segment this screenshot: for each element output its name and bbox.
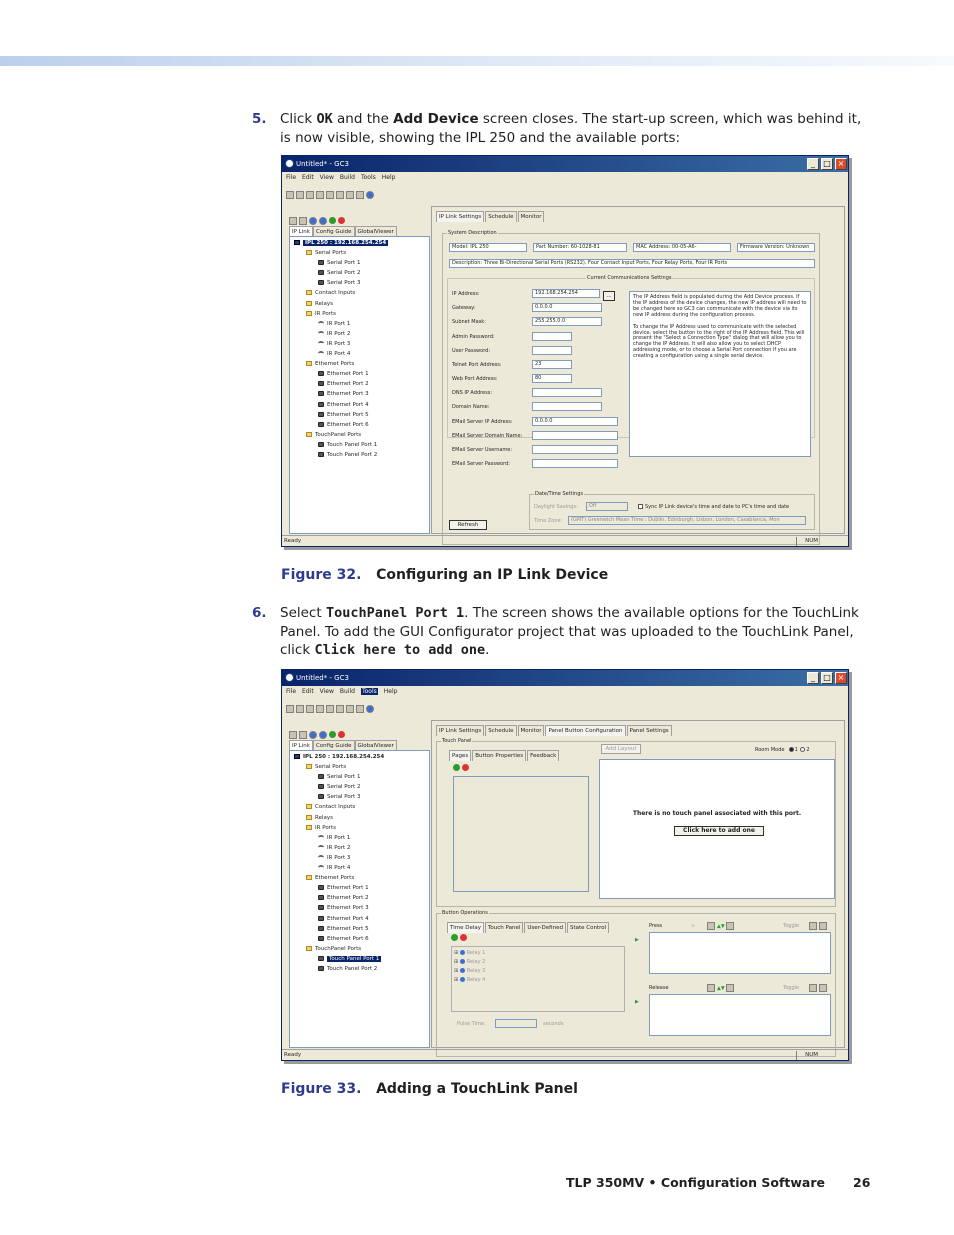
tab-config-guide[interactable]: Config Guide	[313, 740, 355, 751]
menu-edit[interactable]: Edit	[302, 174, 314, 181]
folder-icon	[306, 290, 312, 295]
ir-emitter-icon	[318, 331, 324, 336]
menu-help[interactable]: Help	[383, 688, 398, 695]
timezone-select[interactable]: (GMT) Greenwich Mean Time : Dublin, Edinburgh, Lisbon, London, Casablanca, Mon	[568, 516, 806, 525]
tree-item[interactable]: Ethernet Port 1	[290, 369, 429, 379]
close-button[interactable]: ×	[835, 672, 847, 684]
touch-panel-group: Touch Panel Pages Button Properties Feedback Add Layout Room Mode 1 2 There is no touch panel associated with this port. Click here to add one	[436, 741, 836, 907]
tab-globalviewer[interactable]: GlobalViewer	[355, 226, 397, 237]
left-panel	[285, 718, 426, 1048]
save-icon[interactable]	[306, 191, 314, 199]
pages-toolbar	[453, 764, 471, 772]
copy-icon[interactable]	[326, 191, 334, 199]
field-label: EMail Server IP Address:	[452, 419, 513, 425]
step-number: 5.	[252, 111, 267, 127]
field-label: Admin Password:	[452, 334, 495, 340]
release-list[interactable]	[649, 994, 831, 1036]
ir-icon[interactable]	[707, 984, 715, 992]
menu-view[interactable]: View	[319, 688, 334, 695]
press-list[interactable]	[649, 932, 831, 974]
sync-checkbox[interactable]: Sync IP Link device's time and date to PC's time and date	[638, 503, 789, 511]
tree-item[interactable]: Touch Panel Port 1	[290, 440, 429, 450]
remove-op-icon[interactable]	[460, 934, 467, 941]
tree-item[interactable]: Serial Port 3	[290, 792, 429, 802]
relay-icon	[460, 977, 465, 982]
menu-view[interactable]: View	[319, 174, 334, 181]
move-down-icon[interactable]	[309, 217, 317, 225]
add-device-term: Add Device	[393, 111, 479, 127]
step-text: Select TouchPanel Port 1. The screen shows the available options for the TouchLink Panel. To add the GUI Configurator project that was uploaded to the TouchLink Panel, click Click here to add one.	[280, 605, 859, 658]
copy-icon[interactable]	[326, 705, 334, 713]
upload-icon[interactable]	[356, 191, 364, 199]
tree-item[interactable]: Serial Port 1	[290, 772, 429, 782]
tree-item[interactable]: Ethernet Port 3	[290, 903, 429, 913]
tree-item[interactable]: Ethernet Port 2	[290, 893, 429, 903]
menu-bar	[282, 172, 401, 184]
description-field: Description: Three Bi-Directional Serial Ports (RS232), Four Contact Input Ports, Four Relay Ports, Four IR Ports	[449, 259, 815, 268]
add-icon[interactable]	[329, 731, 336, 738]
paste-icon[interactable]	[336, 705, 344, 713]
tree-item[interactable]: Ethernet Port 3	[290, 389, 429, 399]
field-label: Subnet Mask:	[452, 319, 486, 325]
field-input[interactable]	[532, 346, 572, 355]
tab-ip-link[interactable]: IP Link	[289, 226, 313, 237]
right-panel	[431, 206, 845, 534]
close-button[interactable]: ×	[835, 158, 847, 170]
add-op-icon[interactable]	[451, 934, 458, 941]
no-panel-message: There is no touch panel associated with this port.	[632, 810, 802, 817]
press-toolbar: ▲▼	[707, 922, 736, 931]
tree-item[interactable]: IPL 250 : 192.168.254.254	[290, 752, 429, 762]
toggle-1-icon[interactable]	[809, 922, 817, 930]
relay-icon	[460, 968, 465, 973]
open-icon[interactable]	[296, 191, 304, 199]
field-input[interactable]: 255.255.0.0	[532, 317, 602, 326]
seconds-label: seconds	[543, 1021, 564, 1027]
room-mode-2-radio[interactable]	[800, 747, 805, 752]
pulse-time-label: Pulse Time:	[457, 1021, 486, 1027]
folder-icon	[306, 815, 312, 820]
release-arrow-icon: ▶	[635, 999, 639, 1005]
panel-preview	[599, 759, 835, 899]
system-description-group: System Description Model: IPL 250 Part Number: 60-1028-81 MAC Address: 00-05-A6- Firmware Version: Unknown Description: Three Bi-Directional Serial Ports (RS232), Four Contact Input Ports, Four Relay Ports, Four IR Ports Current Communications Settings IP Address: 192.168.254.254 Gateway: 0.0.0.0 Subnet Mask: 255.255.0.0 Admin Password: User Password: Telnet Port Address: 23 Web Port Address: 80 DNS IP Address: Domain Name: EMail Server IP Address: 0.0.0.0 EMail Server Domain Name: EMail Server Username: EMail Server Password: ... The IP Address field is populated during the Add Device process. If the IP address of the device changes, the new IP address will need to be changed here so GC3 can communicate with the device via its new IP address during the configuration process. To change the IP Address used to communicate with the selected device, select the button to the right of the IP Address field. This will present the "Select a Connection Type" dialog that will allow you to change the IP Address. It will also allow you to select DHCP addressing mode, or to choose a Serial Port connection if you are creating a configuration using a single serial device. Date/Time Settings Daylight Savings: Off Sync IP Link device's time and date to PC's time and date Time Zone: (GMT) Greenwich Mean Time : Dublin, Edinburgh, Lisbon, London, Casablanca, Mon Refresh	[442, 233, 820, 545]
menu-edit[interactable]: Edit	[302, 688, 314, 695]
ip-help-note: The IP Address field is populated during the Add Device process. If the IP address of the device changes, the new IP address will need to be changed here so GC3 can communicate with the device via its new IP address during the configuration process. To change the IP Address used to communicate with the selected device, select the button to the right of the IP Address field. This will present the "Select a Connection Type" dialog that will allow you to change the IP Address. It will also allow you to select DHCP addressing mode, or to choose a Serial Port connection if you are creating a configuration using a single serial device.	[629, 291, 811, 457]
relay-item[interactable]: ⊞ Relay 4	[454, 977, 486, 983]
toolbar	[282, 698, 376, 710]
device-icon	[294, 240, 300, 245]
help-icon[interactable]	[366, 705, 374, 713]
port-icon	[318, 422, 324, 427]
field-input[interactable]	[532, 388, 602, 397]
minimize-button[interactable]: _	[807, 672, 819, 684]
tree-item[interactable]: Serial Ports	[290, 762, 429, 772]
remove-page-icon[interactable]	[462, 764, 469, 771]
tree-item[interactable]: Contact Inputs	[290, 802, 429, 812]
operation-tabs	[447, 922, 610, 932]
gc3-window-touch-panel	[281, 669, 849, 1061]
add-device-icon[interactable]	[289, 217, 297, 225]
tab-ip-link[interactable]: IP Link	[289, 740, 313, 751]
ir-icon[interactable]	[707, 922, 715, 930]
ops-toolbar	[451, 934, 469, 942]
port-icon	[318, 956, 324, 961]
folder-icon	[306, 250, 312, 255]
tab-touch-panel[interactable]: Touch Panel	[485, 922, 523, 933]
tree-item[interactable]: Touch Panel Port 1	[290, 954, 429, 964]
figure-32-caption: Figure 32. Configuring an IP Link Device	[281, 567, 609, 583]
field-label: EMail Server Domain Name:	[452, 433, 523, 439]
tab-feedback[interactable]: Feedback	[527, 750, 559, 761]
tree-item[interactable]: IR Port 2	[290, 843, 429, 853]
tree-toolbar	[289, 724, 347, 734]
tree-item[interactable]: Ethernet Port 2	[290, 379, 429, 389]
left-tabs	[289, 740, 397, 750]
port-icon	[318, 270, 324, 275]
tree-item[interactable]: Serial Port 2	[290, 268, 429, 278]
port-icon	[318, 452, 324, 457]
tab-globalviewer[interactable]: GlobalViewer	[355, 740, 397, 751]
tab-user-defined[interactable]: User-Defined	[524, 922, 566, 933]
add-icon[interactable]	[329, 217, 336, 224]
tree-item[interactable]: IPL 250 : 192.168.254.254	[290, 238, 429, 248]
field-label: DNS IP Address:	[452, 390, 493, 396]
remove-icon[interactable]	[338, 731, 345, 738]
tree-item[interactable]: Ethernet Port 4	[290, 914, 429, 924]
toggle-1-icon[interactable]	[809, 984, 817, 992]
port-icon	[318, 905, 324, 910]
toolbar	[282, 184, 376, 196]
cut-icon[interactable]	[316, 705, 324, 713]
tree-item[interactable]: IR Port 2	[290, 329, 429, 339]
release-toggle-boxes	[809, 984, 829, 993]
left-tabs	[289, 226, 397, 236]
press-arrow-icon: ▶	[635, 937, 639, 943]
firmware-field: Firmware Version: Unknown	[737, 243, 815, 252]
folder-icon	[306, 432, 312, 437]
tree-item[interactable]: IR Port 4	[290, 349, 429, 359]
menu-tools[interactable]: Tools	[360, 174, 376, 181]
remove-device-icon[interactable]	[299, 217, 307, 225]
tree-item[interactable]: IR Port 3	[290, 339, 429, 349]
tree-item[interactable]: Touch Panel Port 2	[290, 964, 429, 974]
menu-bar	[282, 686, 403, 698]
folder-icon	[306, 946, 312, 951]
press-toggle[interactable]: Toggle	[783, 923, 800, 929]
model-field: Model: IPL 250	[449, 243, 527, 252]
header-gradient-bar	[0, 56, 954, 66]
toggle-2-icon[interactable]	[819, 922, 827, 930]
build-icon[interactable]	[346, 191, 354, 199]
delete-icon[interactable]	[726, 984, 734, 992]
tab-time-delay[interactable]: Time Delay	[447, 922, 484, 933]
help-icon[interactable]	[366, 191, 374, 199]
tree-item[interactable]: Ethernet Ports	[290, 359, 429, 369]
tree-item[interactable]: IR Port 3	[290, 853, 429, 863]
tab-schedule[interactable]: Schedule	[485, 725, 516, 736]
upload-icon[interactable]	[356, 705, 364, 713]
left-panel	[285, 204, 426, 534]
folder-icon	[306, 804, 312, 809]
comm-settings-group: Current Communications Settings IP Address: 192.168.254.254 Gateway: 0.0.0.0 Subnet Mask: 255.255.0.0 Admin Password: User Password: Telnet Port Address: 23 Web Port Address: 80 DNS IP Address: Domain Name: EMail Server IP Address: 0.0.0.0 EMail Server Domain Name: EMail Server Username: EMail Server Password: ... The IP Address field is populated during the Add Device process. If the IP address of the device changes, the new IP address will need to be changed here so GC3 can communicate with the device via its new IP address during the configuration process. To change the IP Address used to communicate with the selected device, select the button to the right of the IP Address field. This will present the "Select a Connection Type" dialog that will allow you to change the IP Address. It will also allow you to select DHCP addressing mode, or to choose a Serial Port connection if you are creating a configuration using a single serial device.	[447, 278, 815, 438]
step-text: Click OK and the Add Device screen closes. The start-up screen, which was behind it, is now visible, showing the IPL 250 and the available ports:	[280, 111, 862, 146]
port-icon	[318, 442, 324, 447]
field-input[interactable]	[532, 445, 618, 454]
tree-item[interactable]: Ethernet Port 1	[290, 883, 429, 893]
tab-config-guide[interactable]: Config Guide	[313, 226, 355, 237]
folder-icon	[306, 825, 312, 830]
cut-icon[interactable]	[316, 191, 324, 199]
room-mode-1-radio[interactable]	[789, 747, 794, 752]
relay-item[interactable]: ⊞ Relay 1	[454, 950, 486, 956]
footer-doc-title: TLP 350MV • Configuration Software	[566, 1175, 826, 1190]
port-icon	[318, 280, 324, 285]
field-input[interactable]	[532, 402, 602, 411]
delete-icon[interactable]	[726, 922, 734, 930]
paste-icon[interactable]	[336, 191, 344, 199]
menu-file[interactable]: File	[286, 688, 297, 695]
port-icon	[318, 784, 324, 789]
port-icon	[318, 412, 324, 417]
tab-monitor[interactable]: Monitor	[518, 725, 545, 736]
tree-item[interactable]: TouchPanel Ports	[290, 430, 429, 440]
daylight-select[interactable]: Off	[586, 502, 628, 511]
tree-item[interactable]: Relays	[290, 299, 429, 309]
add-layout-button[interactable]: Add Layout	[601, 744, 641, 754]
tab-schedule[interactable]: Schedule	[485, 211, 516, 222]
tree-item[interactable]: Serial Ports	[290, 248, 429, 258]
tree-item[interactable]: Serial Port 1	[290, 258, 429, 268]
port-icon	[318, 936, 324, 941]
menu-file[interactable]: File	[286, 174, 297, 181]
click-here-term: Click here to add one	[314, 642, 486, 658]
tree-item[interactable]: TouchPanel Ports	[290, 944, 429, 954]
release-toggle[interactable]: Toggle	[783, 985, 800, 991]
app-icon	[285, 673, 294, 682]
field-label: Domain Name:	[452, 404, 490, 410]
move-up-icon[interactable]	[319, 731, 327, 739]
port-icon	[318, 926, 324, 931]
port-icon	[318, 966, 324, 971]
device-icon	[294, 754, 300, 759]
field-label: IP Address:	[452, 291, 480, 297]
tree-item[interactable]: Ethernet Port 5	[290, 410, 429, 420]
tree-item[interactable]: Ethernet Port 6	[290, 420, 429, 430]
timezone-label: Time Zone:	[534, 518, 563, 524]
tab-pages[interactable]: Pages	[449, 750, 471, 761]
mac-address-field: MAC Address: 00-05-A6-	[633, 243, 731, 252]
relay-item[interactable]: ⊞ Relay 3	[454, 968, 486, 974]
press-toggle-boxes	[809, 922, 829, 931]
room-mode: Room Mode 1 2	[755, 747, 810, 753]
field-input[interactable]	[532, 431, 618, 440]
field-input[interactable]: 23	[532, 360, 572, 369]
menu-tools[interactable]: Tools	[361, 688, 377, 695]
port-icon	[318, 260, 324, 265]
field-input[interactable]: 80	[532, 374, 572, 383]
add-device-icon[interactable]	[289, 731, 297, 739]
ir-emitter-icon	[318, 351, 324, 356]
relay-item[interactable]: ⊞ Relay 2	[454, 959, 486, 965]
status-bar: Ready NUM	[282, 1049, 848, 1060]
new-icon[interactable]	[286, 191, 294, 199]
tree-item[interactable]: Serial Port 3	[290, 278, 429, 288]
tab-state-control[interactable]: State Control	[567, 922, 609, 933]
pages-list[interactable]	[453, 776, 589, 892]
tab-monitor[interactable]: Monitor	[518, 211, 545, 222]
title-bar: Untitled* - GC3 _ □ ×	[282, 670, 848, 686]
move-up-icon[interactable]	[319, 217, 327, 225]
toggle-2-icon[interactable]	[819, 984, 827, 992]
tree-item[interactable]: Relays	[290, 813, 429, 823]
relay-icon	[460, 959, 465, 964]
menu-build[interactable]: Build	[339, 174, 355, 181]
menu-help[interactable]: Help	[381, 174, 396, 181]
tab-panel-settings[interactable]: Panel Settings	[627, 725, 672, 736]
maximize-button[interactable]: □	[821, 158, 833, 170]
ir-emitter-icon	[318, 865, 324, 870]
menu-build[interactable]: Build	[339, 688, 355, 695]
touch-panel-subtabs	[449, 750, 560, 760]
datetime-group: Date/Time Settings Daylight Savings: Off Sync IP Link device's time and date to PC's time and date Time Zone: (GMT) Greenwich Mean Time : Dublin, Edinburgh, Lisbon, London, Casablanca, Mon	[529, 494, 815, 530]
port-icon	[318, 885, 324, 890]
field-input[interactable]	[532, 332, 572, 341]
ir-emitter-icon	[318, 835, 324, 840]
tree-item[interactable]: IR Ports	[290, 309, 429, 319]
change-ip-button[interactable]: ...	[603, 291, 615, 301]
ir-emitter-icon	[318, 341, 324, 346]
tree-item[interactable]: Contact Inputs	[290, 288, 429, 298]
relay-list	[451, 946, 625, 1012]
new-icon[interactable]	[286, 705, 294, 713]
tree-item[interactable]: IR Port 1	[290, 319, 429, 329]
build-icon[interactable]	[346, 705, 354, 713]
port-icon	[318, 794, 324, 799]
tree-item[interactable]: IR Port 1	[290, 833, 429, 843]
tree-item[interactable]: IR Ports	[290, 823, 429, 833]
folder-icon	[306, 361, 312, 366]
field-label: Gateway:	[452, 305, 476, 311]
title-bar: Untitled* - GC3 _ □ ×	[282, 156, 848, 172]
press-label: Press	[649, 923, 663, 929]
tree-item[interactable]: Serial Port 2	[290, 782, 429, 792]
field-label: Telnet Port Address:	[452, 362, 502, 368]
save-icon[interactable]	[306, 705, 314, 713]
settings-tabs	[436, 725, 673, 735]
tree-item[interactable]: Ethernet Ports	[290, 873, 429, 883]
remove-icon[interactable]	[338, 217, 345, 224]
refresh-button[interactable]: Refresh	[449, 520, 487, 530]
touchpanel-port-term: TouchPanel Port 1	[325, 605, 465, 621]
move-down-icon[interactable]	[309, 731, 317, 739]
pulse-time-select[interactable]	[495, 1019, 537, 1028]
right-panel	[431, 720, 845, 1048]
release-label: Release	[649, 985, 669, 991]
field-input[interactable]: 0.0.0.0	[532, 303, 602, 312]
port-icon	[318, 381, 324, 386]
field-label: User Password:	[452, 348, 491, 354]
tree-item[interactable]: Touch Panel Port 2	[290, 450, 429, 460]
field-label: EMail Server Password:	[452, 461, 510, 467]
maximize-button[interactable]: □	[821, 672, 833, 684]
button-operations-group: Button Operations Time Delay Touch Panel User-Defined State Control ⊞ Relay 1 ⊞ Relay 2 ⊞ Relay 3 ⊞ Relay 4 Pulse Time: seconds ▶ ▶ Press ∞ ▲▼ Toggle Release ▲▼ Toggle	[436, 913, 836, 1057]
port-icon	[318, 916, 324, 921]
app-icon	[285, 159, 294, 168]
add-page-icon[interactable]	[453, 764, 460, 771]
device-tree	[289, 750, 430, 1048]
part-number-field: Part Number: 60-1028-81	[533, 243, 627, 252]
field-label: EMail Server Username:	[452, 447, 513, 453]
field-label: Web Port Address:	[452, 376, 498, 382]
field-input[interactable]: 192.168.254.254	[532, 289, 600, 298]
page-number: 26	[853, 1175, 871, 1190]
port-icon	[318, 402, 324, 407]
tree-item[interactable]: Ethernet Port 5	[290, 924, 429, 934]
daylight-label: Daylight Savings:	[534, 504, 578, 510]
tab-ip-link-settings[interactable]: IP Link Settings	[436, 211, 484, 222]
folder-icon	[306, 311, 312, 316]
ok-command: OK	[316, 111, 333, 127]
device-tree	[289, 236, 430, 534]
tree-toolbar	[289, 210, 347, 220]
ir-emitter-icon	[318, 845, 324, 850]
folder-icon	[306, 301, 312, 306]
port-icon	[318, 371, 324, 376]
relay-icon	[460, 950, 465, 955]
tree-item[interactable]: IR Port 4	[290, 863, 429, 873]
minimize-button[interactable]: _	[807, 158, 819, 170]
settings-tabs	[436, 211, 545, 221]
field-input[interactable]	[532, 459, 618, 468]
tab-ip-link-settings[interactable]: IP Link Settings	[436, 725, 484, 736]
figure-33-caption: Figure 33. Adding a TouchLink Panel	[281, 1081, 578, 1097]
ir-emitter-icon	[318, 855, 324, 860]
tree-item[interactable]: Ethernet Port 6	[290, 934, 429, 944]
status-bar: Ready NUM	[282, 535, 848, 546]
click-here-to-add-button[interactable]: Click here to add one	[674, 826, 764, 836]
folder-icon	[306, 764, 312, 769]
port-icon	[318, 774, 324, 779]
tree-item[interactable]: Ethernet Port 4	[290, 400, 429, 410]
tab-panel-button-configuration[interactable]: Panel Button Configuration	[545, 725, 625, 736]
remove-device-icon[interactable]	[299, 731, 307, 739]
port-icon	[318, 391, 324, 396]
ir-emitter-icon	[318, 321, 324, 326]
step-number: 6.	[252, 605, 267, 621]
port-icon	[318, 895, 324, 900]
loop-icon[interactable]: ∞	[691, 923, 696, 929]
release-toolbar: ▲▼	[707, 984, 736, 993]
field-input[interactable]: 0.0.0.0	[532, 417, 618, 426]
tab-button-properties[interactable]: Button Properties	[472, 750, 526, 761]
gc3-window-ip-link	[281, 155, 849, 547]
open-icon[interactable]	[296, 705, 304, 713]
folder-icon	[306, 875, 312, 880]
